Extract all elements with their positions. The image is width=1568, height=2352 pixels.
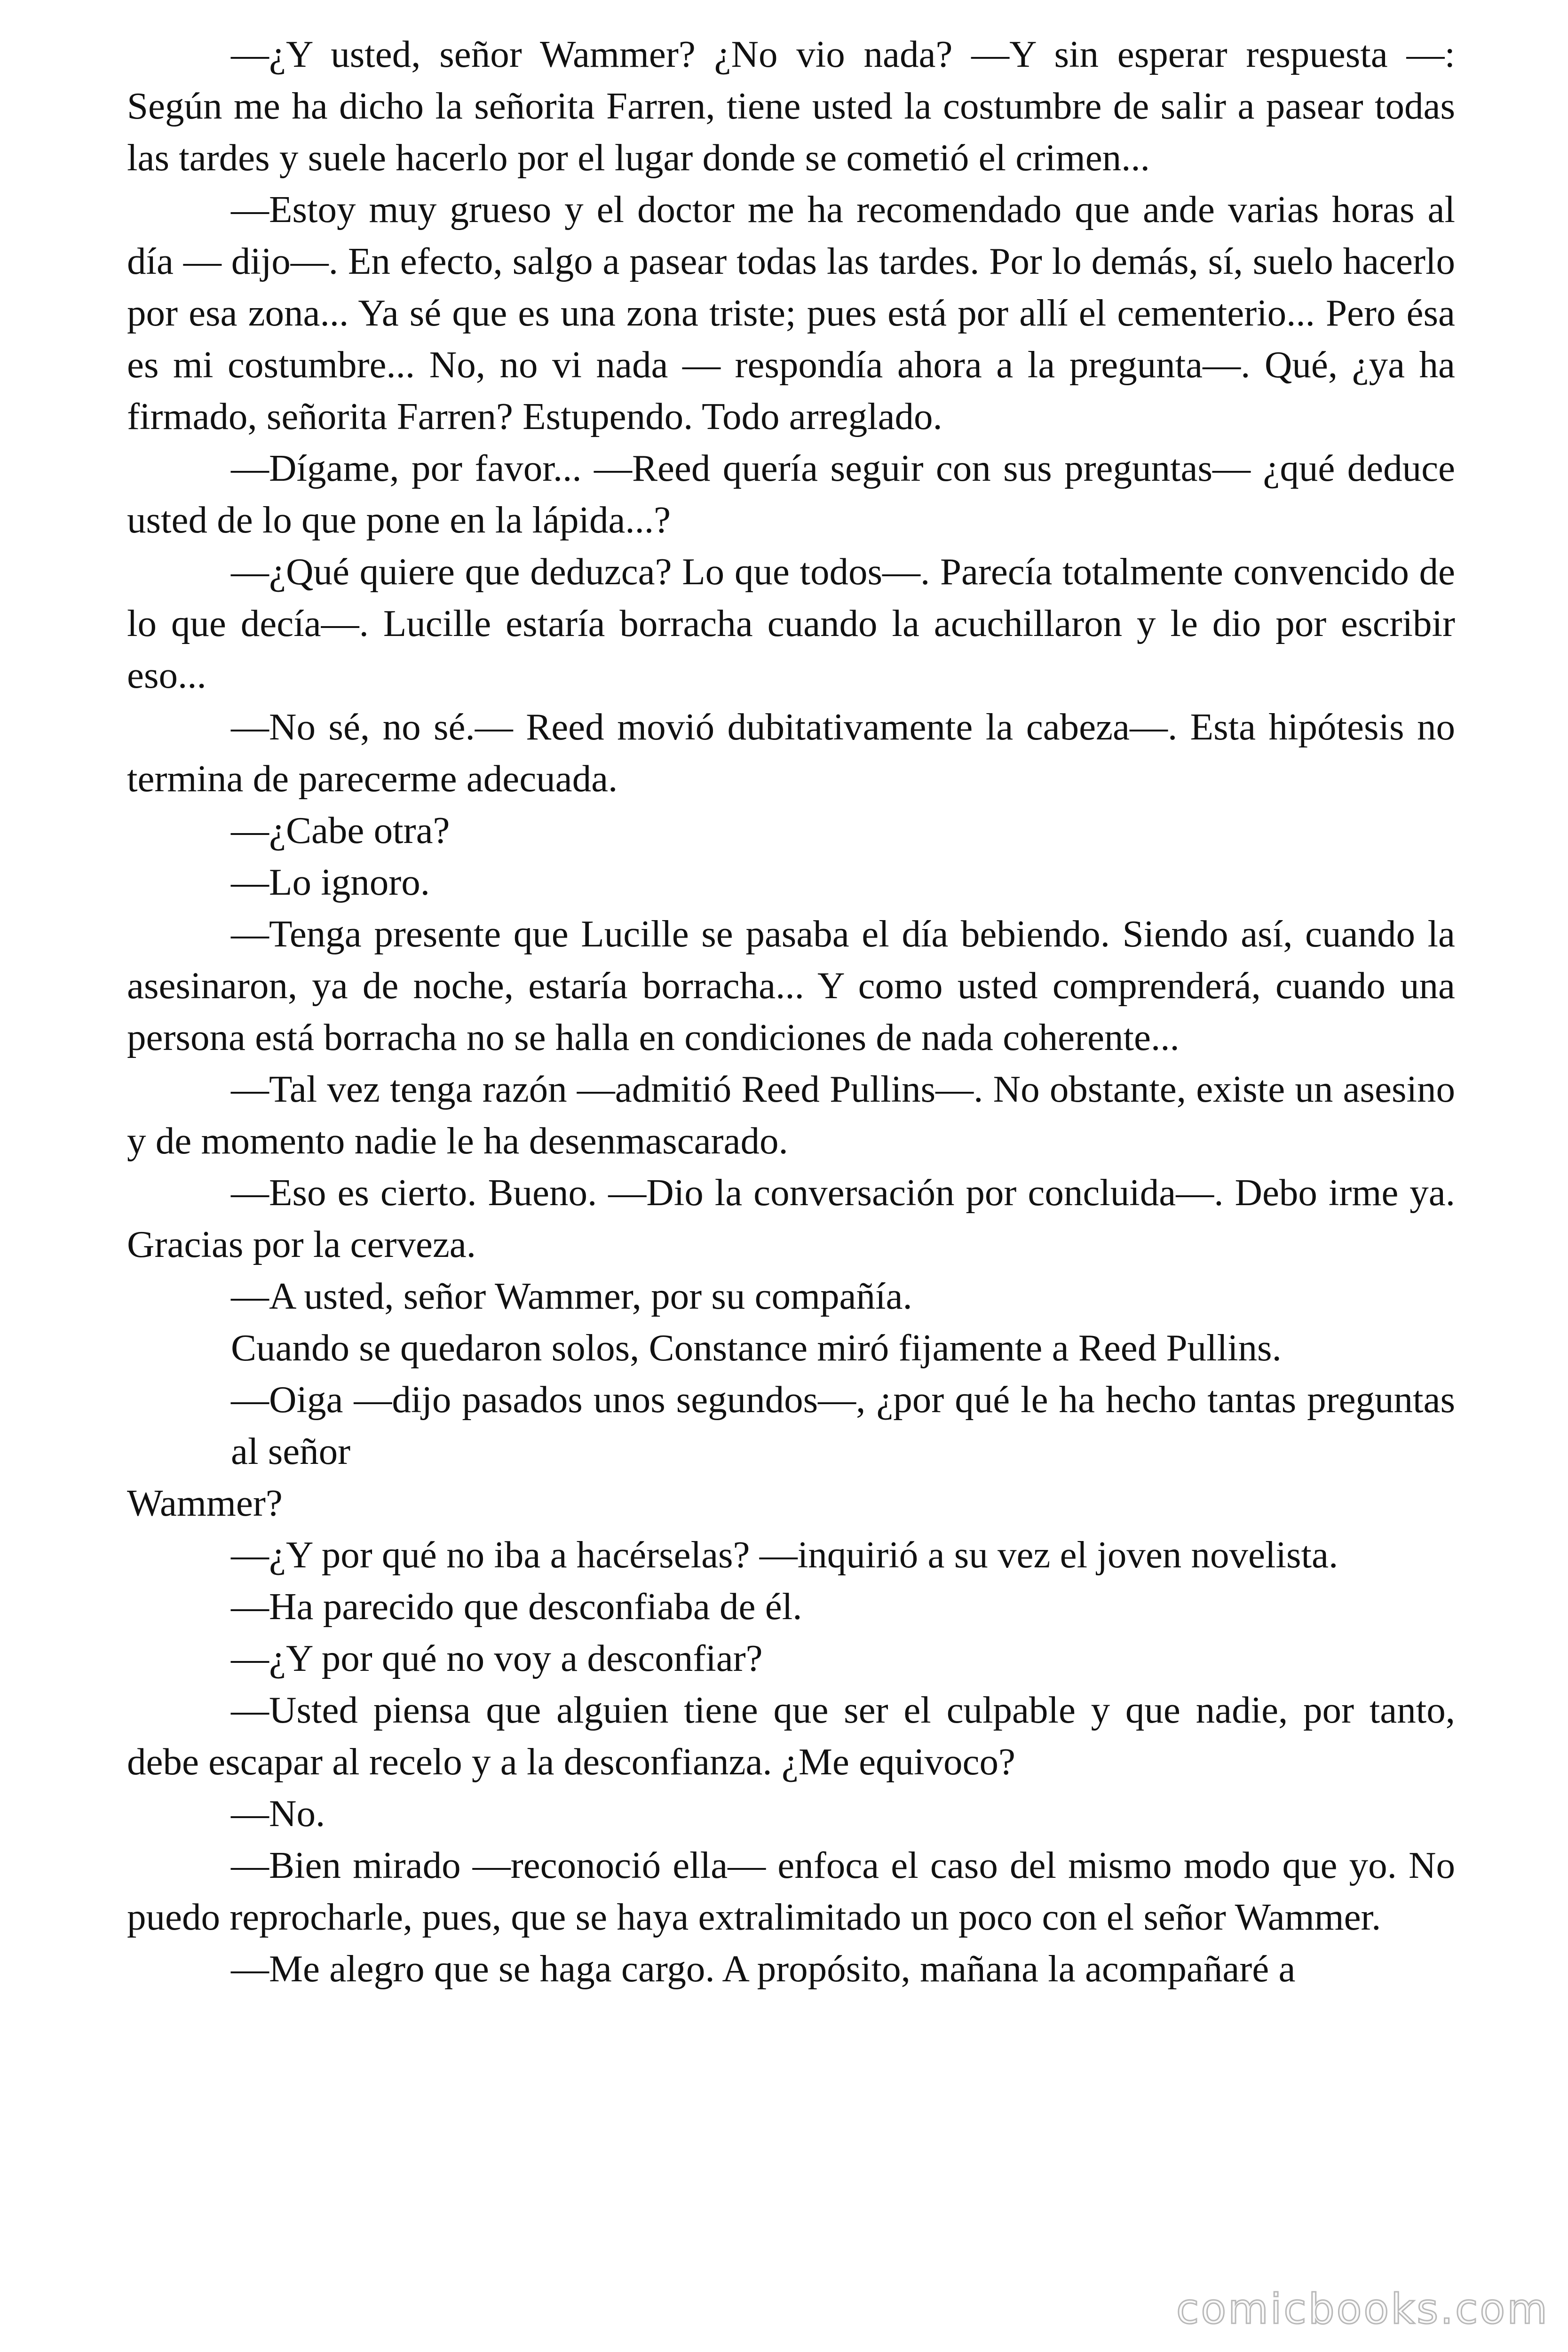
paragraph: —Estoy muy grueso y el doctor me ha recomendado que ande varias horas al día — dijo—. En efecto, salgo a pasear todas las tardes. Por lo demás, sí, suelo hacerlo por esa zona... Ya sé que es una zona triste; pues está por allí el cementerio... Pero ésa es mi costumbre... No, no vi nada — respondía ahora a la pregunta—. Qué, ¿ya ha firmado, señorita Farren? Estupendo. Todo arreglado. bbox=[127, 188, 1455, 437]
paragraph: —Bien mirado —reconoció ella— enfoca el caso del mismo modo que yo. No puedo reprocharle, pues, que se haya extralimitado un poco con el señor Wammer. bbox=[127, 1844, 1455, 1938]
paragraph: —A usted, señor Wammer, por su compañía. bbox=[231, 1275, 912, 1317]
paragraph: —Oiga —dijo pasados unos segundos—, ¿por qué le ha hecho tantas preguntas al señor bbox=[231, 1378, 1455, 1472]
watermark: comicbooks.com bbox=[1176, 2285, 1549, 2333]
paragraph: —¿Y por qué no voy a desconfiar? bbox=[231, 1637, 763, 1679]
paragraph: —Dígame, por favor... —Reed quería seguir con sus preguntas— ¿qué deduce usted de lo que pone en la lápida...? bbox=[127, 447, 1455, 541]
book-page bbox=[127, 28, 1455, 1994]
paragraph: Wammer? bbox=[127, 1482, 283, 1524]
paragraph: —¿Cabe otra? bbox=[231, 809, 450, 851]
paragraph: —¿Qué quiere que deduzca? Lo que todos—. Parecía totalmente convencido de lo que decía—. Lucille estaría borracha cuando la acuchillaron y le dio por escribir eso... bbox=[127, 550, 1455, 696]
paragraph: —¿Y por qué no iba a hacérselas? —inquirió a su vez el joven novelista. bbox=[231, 1534, 1338, 1576]
paragraph: —Ha parecido que desconfiaba de él. bbox=[231, 1585, 802, 1628]
paragraph: —Tenga presente que Lucille se pasaba el día bebiendo. Siendo así, cuando la asesinaron, ya de noche, estaría borracha... Y como usted comprenderá, cuando una persona está borracha no se halla en condiciones de nada coherente... bbox=[127, 913, 1455, 1058]
paragraph: —No sé, no sé.— Reed movió dubitativamente la cabeza—. Esta hipótesis no termina de parecerme adecuada. bbox=[127, 706, 1455, 800]
paragraph: —Lo ignoro. bbox=[231, 861, 430, 903]
paragraph: —¿Y usted, señor Wammer? ¿No vio nada? —Y sin esperar respuesta —: Según me ha dicho la señorita Farren, tiene usted la costumbre de salir a pasear todas las tardes y suele hacerlo por el lugar donde se cometió el crimen... bbox=[127, 33, 1455, 179]
paragraph: —Usted piensa que alguien tiene que ser el culpable y que nadie, por tanto, debe escapar al recelo y a la desconfianza. ¿Me equivoco? bbox=[127, 1689, 1455, 1783]
paragraph: —Eso es cierto. Bueno. —Dio la conversación por concluida—. Debo irme ya. Gracias por la cerveza. bbox=[127, 1171, 1455, 1265]
paragraph: —No. bbox=[231, 1792, 325, 1835]
paragraph: —Me alegro que se haga cargo. A propósito, mañana la acompañaré a bbox=[231, 1947, 1296, 1990]
paragraph: —Tal vez tenga razón —admitió Reed Pullins—. No obstante, existe un asesino y de momento nadie le ha desenmascarado. bbox=[127, 1068, 1455, 1162]
paragraph: Cuando se quedaron solos, Constance miró fijamente a Reed Pullins. bbox=[231, 1327, 1282, 1369]
